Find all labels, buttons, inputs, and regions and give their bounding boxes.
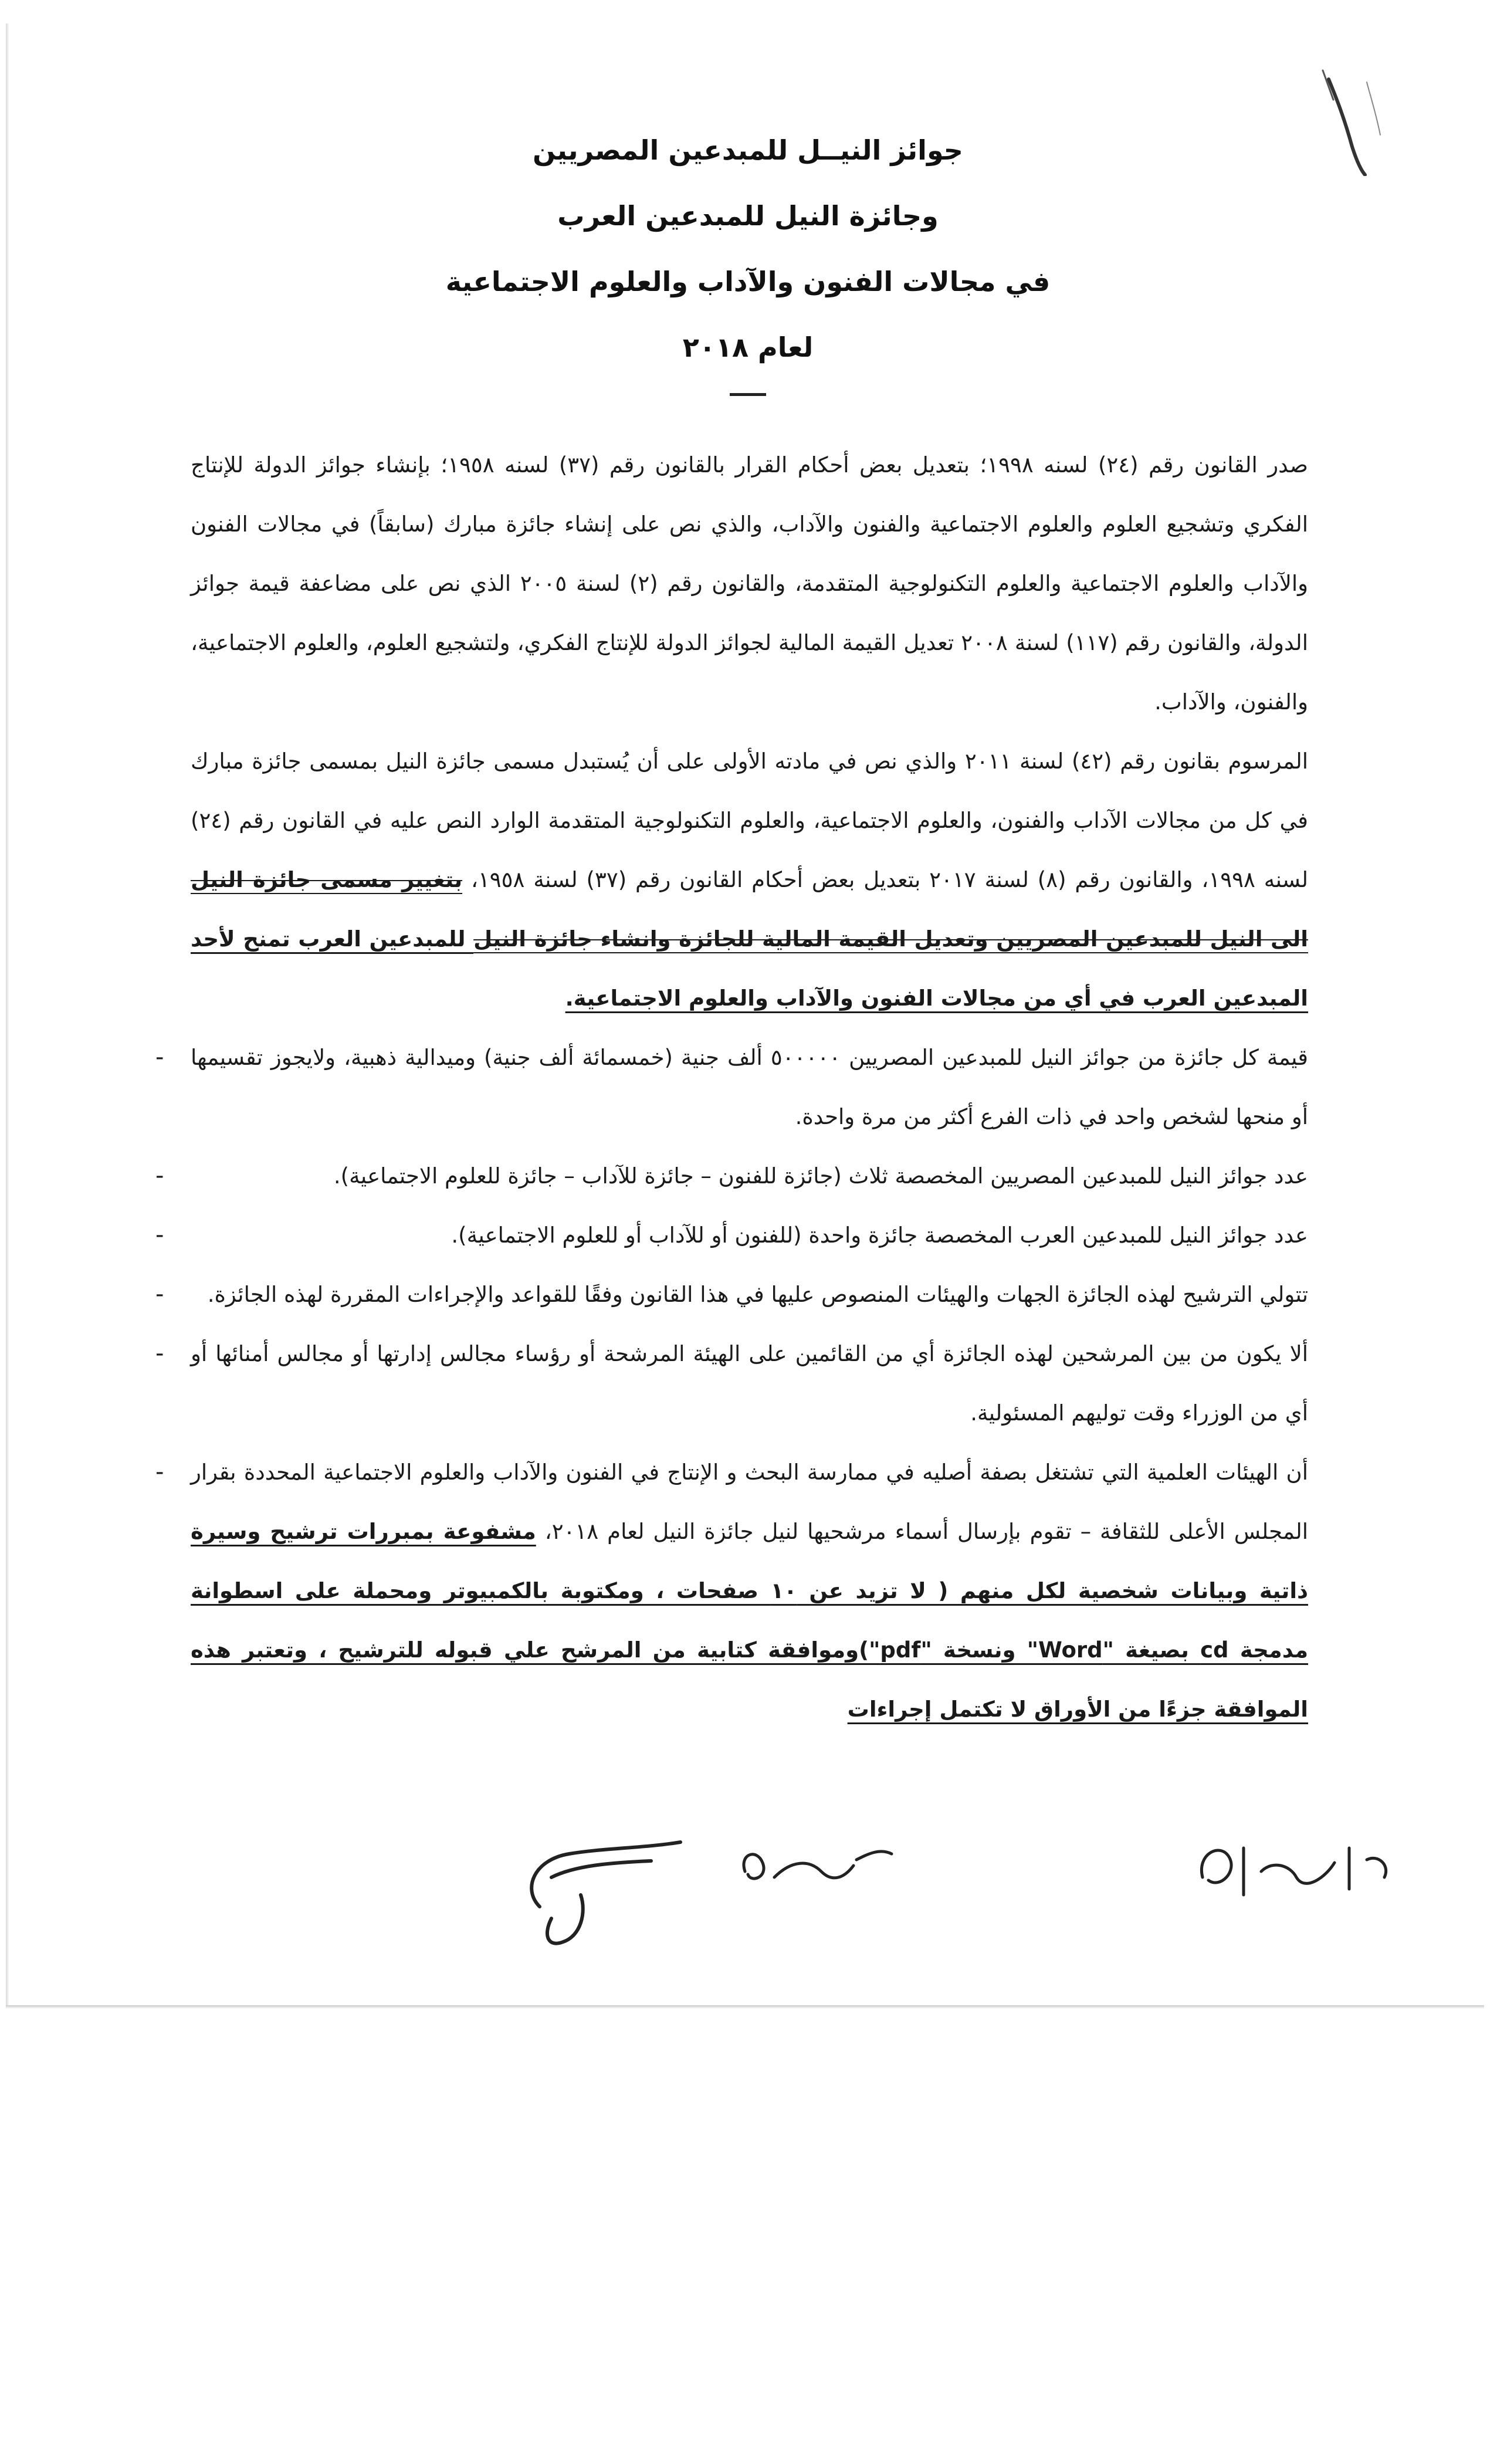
document-titles — [176, 117, 1320, 396]
struck-text: بتغيير مسمى جائزة النيل الى النيل للمبدعين المصريين وتعديل القيمة المالية للجائزة وانشاء جائزة النيل — [191, 867, 1308, 952]
signature-right — [1201, 1848, 1386, 1895]
list-bullet: - — [155, 1221, 164, 1248]
list-bullet: - — [155, 1044, 164, 1071]
list-bullet: - — [155, 1340, 164, 1367]
intro-paragraph-2-text: المرسوم بقانون رقم (٤٢) لسنة ٢٠١١ والذي نص في مادته الأولى على أن يُستبدل مسمى جائزة النيل بمسمى جائزة مبارك في كل من مجالات الآداب والفنون، والعلوم الاجتماعية، والعلوم التكنولوجية المتقدمة الوارد النص عليه في القانون رقم (٢٤) لسنه ١٩٩٨، والقانون رقم (٨) لسنة ٢٠١٧ بتعديل بعض أحكام القانون رقم (٣٧) لسنة ١٩٥٨، — [191, 749, 1309, 892]
list-bullet: - — [155, 1281, 164, 1308]
title-line-2: وجائزة النيل للمبدعين العرب — [557, 200, 939, 232]
list-item — [155, 1028, 1308, 1146]
title-line-3: في مجالات الفنون والآداب والعلوم الاجتماعية — [445, 266, 1051, 297]
signatures-area — [516, 1807, 1431, 1959]
intro-paragraph-2 — [191, 732, 1308, 1028]
title-separator — [730, 393, 766, 396]
list-bullet: - — [155, 1162, 164, 1189]
list-item — [155, 1265, 1308, 1324]
handwritten-signatures — [516, 1807, 1431, 1959]
scan-edge-left — [6, 23, 9, 2006]
list-item-text: أن الهيئات العلمية التي تشتغل بصفة أصليه في ممارسة البحث و الإنتاج في الفنون والآداب والعلوم الاجتماعية المحددة بقرار المجلس الأعلى للثقافة – تقوم بإرسال أسماء مرشحيها لنيل جائزة النيل لعام ٢٠١٨، — [191, 1460, 1308, 1544]
list-item-text: ألا يكون من بين المرشحين لهذه الجائزة أي من القائمين على الهيئة المرشحة أو رؤساء مجالس إدارتها أو مجالس أمنائها أو أي من الوزراء وقت توليهم المسئولية. — [191, 1341, 1308, 1426]
list-item — [155, 1443, 1308, 1739]
margin-handwritten-mark — [1311, 59, 1405, 176]
scan-edge-bottom — [6, 2005, 1484, 2009]
list-item — [155, 1206, 1308, 1265]
list-item-text: عدد جوائز النيل للمبدعين المصريين المخصصة ثلاث (جائزة للفنون – جائزة للآداب – جائزة للعلوم الاجتماعية). — [333, 1163, 1308, 1189]
document-body — [155, 435, 1309, 1739]
list-bullet: - — [155, 1458, 164, 1485]
title-line-4: لعام ٢٠١٨ — [682, 331, 814, 363]
list-item — [155, 1146, 1308, 1206]
list-item-text: عدد جوائز النيل للمبدعين العرب المخصصة جائزة واحدة (للفنون أو للآداب أو للعلوم الاجتماعية). — [451, 1223, 1308, 1248]
list-item-text: قيمة كل جائزة من جوائز النيل للمبدعين المصريين ٥٠٠٠٠٠ ألف جنية (خمسمائة ألف جنية) وميدالية ذهبية، ولايجوز تقسيمها أو منحها لشخص واحد في ذات الفرع أكثر من مرة واحدة. — [191, 1045, 1308, 1129]
underlined-text: للمبدعين العرب تمنح لأحد المبدعين العرب في أي من مجالات الفنون والآداب والعلوم الاجتماعية. — [191, 926, 1308, 1011]
title-line-1: جوائز النيــل للمبدعين المصريين — [533, 134, 963, 166]
signature-middle — [744, 1852, 892, 1879]
conditions-list — [155, 1028, 1308, 1739]
signature-left — [531, 1842, 680, 1944]
intro-paragraph-1: صدر القانون رقم (٢٤) لسنه ١٩٩٨؛ بتعديل بعض أحكام القرار بالقانون رقم (٣٧) لسنه ١٩٥٨؛ بإنشاء جوائز الدولة للإنتاج الفكري وتشجيع العلوم والعلوم الاجتماعية والفنون والآداب، والذي نص على إنشاء جائزة مبارك (سابقاً) في مجالات الفنون والآداب والعلوم الاجتماعية والعلوم التكنولوجية المتقدمة، والقانون رقم (٢) لسنة ٢٠٠٥ الذي نص على مضاعفة قيمة جوائز الدولة، والقانون رقم (١١٧) لسنة ٢٠٠٨ تعديل القيمة المالية لجوائز الدولة للإنتاج الفكري، ولتشجيع العلوم، والعلوم الاجتماعية، والفنون، والآداب. — [191, 452, 1308, 715]
submission-requirements-text: مشفوعة بمبررات ترشيح وسيرة ذاتية وبيانات شخصية لكل منهم ( لا تزيد عن ١٠ صفحات ، ومكتوبة بالكمبيوتر ومحملة على اسطوانة مدمجة cd بصيغة "Word" ونسخة "pdf")وموافقة كتابية من المرشح علي قبوله للترشيح ، وتعتبر هذه الموافقة جزءًا من الأوراق لا تكتمل إجراءات — [191, 1519, 1308, 1722]
list-item-text: تتولي الترشيح لهذه الجائزة الجهات والهيئات المنصوص عليها في هذا القانون وفقًا للقواعد والإجراءات المقررة لهذه الجائزة. — [207, 1282, 1308, 1307]
list-item — [155, 1324, 1308, 1443]
